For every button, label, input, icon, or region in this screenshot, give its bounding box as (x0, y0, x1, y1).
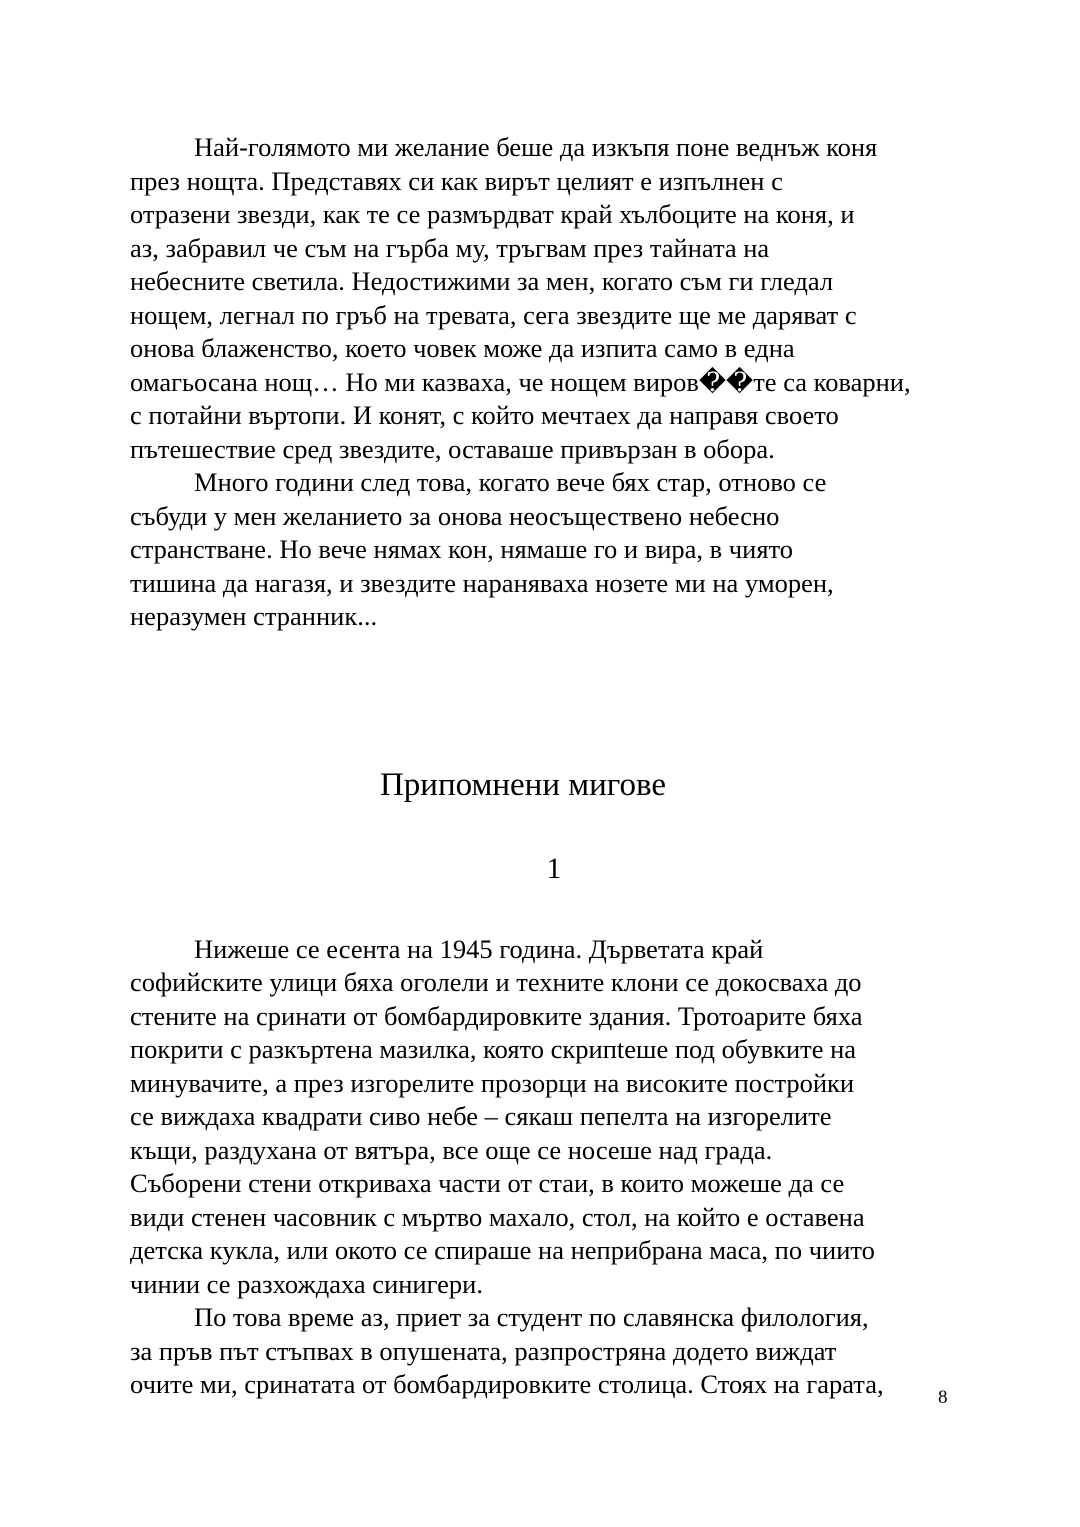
page-number: 8 (938, 1387, 948, 1408)
text-line: детска кукла, или окото се спираше на неприбрана маса, по чиито (130, 1235, 875, 1265)
chapter-title: Припомнени мигове (379, 767, 667, 803)
text-line: събуди у мен желанието за онова неосъществено небесно (130, 501, 780, 531)
text-line: с потайни въртопи. И конят, с който мечтаех да направя своето (130, 400, 839, 430)
text-line: Най-голямото ми желание беше да изкъпя поне веднъж коня (194, 132, 878, 162)
text-line: стените на сринати от бомбардировките здания. Тротоарите бяха (130, 1001, 863, 1031)
text-line: нощем, легнал по гръб на тревата, сега звездите ще ме даряват с (130, 300, 857, 330)
text-line: чинии се разхождаха синигери. (130, 1269, 483, 1299)
text-line: Съборени стени откриваха части от стаи, в които можеше да се (130, 1168, 845, 1198)
text-line: покрити с разкъртена мазилка, която скрипteше под обувките на (130, 1034, 857, 1064)
text-line: се виждаха квадрати сиво небе – сякаш пепелта на изгорелите (130, 1101, 832, 1131)
text-line: тишина да нагазя, и звездите нараняваха нозете ми на уморен, (130, 568, 834, 598)
text-line: странстване. Но вече нямах кон, нямаше го и вира, в чиято (130, 534, 793, 564)
text-line: през нощта. Представях си как вирът целият е изпълнен с (130, 166, 783, 196)
text-line: пътешествие сред звездите, оставаше привързан в обора. (130, 434, 775, 464)
text-line: очите ми, сринатата от бомбардировките столица. Стоях на гарата, (130, 1369, 884, 1399)
text-line: онова блаженство, което човек може да изпита само в една (130, 333, 795, 363)
text-line: По това време аз, приет за студент по славянска филология, (194, 1302, 869, 1332)
text-line: софийските улици бяха оголели и техните клони се докосваха до (130, 967, 862, 997)
text-line: види стенен часовник с мъртво махало, стол, на който е оставена (130, 1202, 865, 1232)
text-line: къщи, раздухана от вятъра, все още се носеше над града. (130, 1135, 773, 1165)
text-line: за пръв път стъпвах в опушената, разпростряна додето виждат (130, 1336, 837, 1366)
text-line: Много години след това, когато вече бях стар, отново се (194, 467, 827, 497)
chapter-number: 1 (546, 852, 562, 885)
text-line: неразумен странник... (130, 601, 378, 631)
text-line: омагьосана нощ… Но ми казваха, че нощем виров��те са коварни, (130, 367, 911, 397)
text-line: аз, забравил че съм на гърба му, тръгвам през тайната на (130, 233, 770, 263)
text-line: Нижеше се есента на 1945 година. Дърветата край (194, 934, 764, 964)
text-line: отразени звезди, как те се размърдват край хълбоците на коня, и (130, 199, 855, 229)
text-line: небесните светила. Недостижими за мен, когато съм ги гледал (130, 266, 834, 296)
text-line: минувачите, а през изгорелите прозорци на високите постройки (130, 1068, 855, 1098)
